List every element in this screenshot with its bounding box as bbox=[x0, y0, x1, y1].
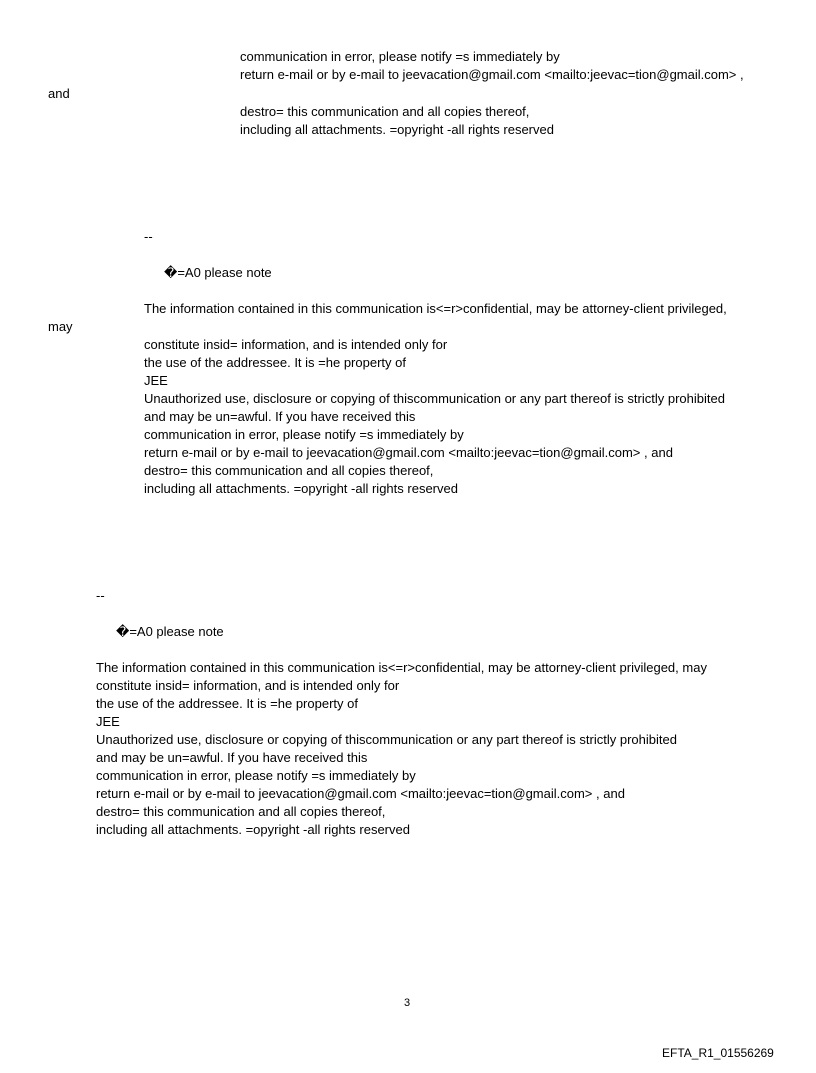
block1-line-3: destro= this communication and all copies thereof, bbox=[240, 104, 530, 119]
block2-line-8: return e-mail or by e-mail to jeevacation@gmail.com <mailto:jeevac=tion@gmail.com> , and bbox=[144, 445, 673, 460]
document-id-footer: EFTA_R1_01556269 bbox=[662, 1046, 774, 1060]
block3-line-9: destro= this communication and all copies thereof, bbox=[96, 804, 386, 819]
block2-line-4: JEE bbox=[144, 373, 168, 388]
block3-note: �=A0 please note bbox=[116, 624, 224, 639]
block3-line-1: The information contained in this communication is<=r>confidential, may be attorney-client privileged, may bbox=[96, 660, 707, 675]
block2-line-1-wrap: may bbox=[48, 319, 73, 334]
block3-line-4: JEE bbox=[96, 714, 120, 729]
block3-line-7: communication in error, please notify =s immediately by bbox=[96, 768, 416, 783]
block3-line-2: constitute insid= information, and is intended only for bbox=[96, 678, 400, 693]
block2-separator: -- bbox=[144, 229, 153, 244]
block2-line-3: the use of the addressee. It is =he property of bbox=[144, 355, 406, 370]
block1-line-2-wrap: and bbox=[48, 86, 70, 101]
block3-line-8: return e-mail or by e-mail to jeevacation@gmail.com <mailto:jeevac=tion@gmail.com> , and bbox=[96, 786, 625, 801]
block3-line-10: including all attachments. =opyright -all rights reserved bbox=[96, 822, 410, 837]
block3-line-3: the use of the addressee. It is =he property of bbox=[96, 696, 358, 711]
block3-line-5: Unauthorized use, disclosure or copying of thiscommunication or any part thereof is strictly prohibited bbox=[96, 732, 677, 747]
block3-separator: -- bbox=[96, 588, 105, 603]
block1-line-1: communication in error, please notify =s immediately by bbox=[240, 49, 560, 64]
block2-line-6: and may be un=awful. If you have received this bbox=[144, 409, 416, 424]
block2-line-1: The information contained in this communication is<=r>confidential, may be attorney-client privileged, bbox=[144, 301, 727, 316]
block2-line-9: destro= this communication and all copies thereof, bbox=[144, 463, 434, 478]
block2-line-10: including all attachments. =opyright -all rights reserved bbox=[144, 481, 458, 496]
block2-line-2: constitute insid= information, and is intended only for bbox=[144, 337, 448, 352]
block2-line-5: Unauthorized use, disclosure or copying of thiscommunication or any part thereof is strictly prohibited bbox=[144, 391, 725, 406]
page-number: 3 bbox=[404, 997, 411, 1009]
block3-line-6: and may be un=awful. If you have received this bbox=[96, 750, 368, 765]
block2-note: �=A0 please note bbox=[164, 265, 272, 280]
block1-line-2: return e-mail or by e-mail to jeevacation@gmail.com <mailto:jeevac=tion@gmail.com> , bbox=[240, 67, 744, 82]
block2-line-7: communication in error, please notify =s immediately by bbox=[144, 427, 464, 442]
block1-line-4: including all attachments. =opyright -all rights reserved bbox=[240, 122, 554, 137]
